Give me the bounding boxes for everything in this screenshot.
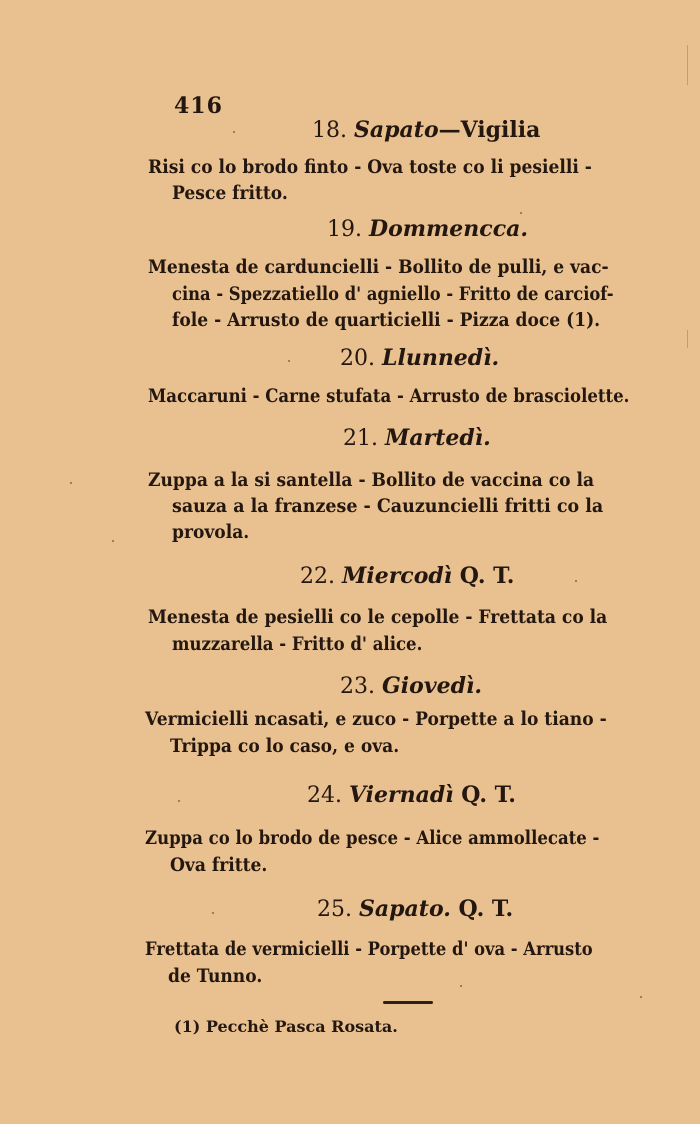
day-name: Martedì. [385, 425, 491, 451]
day-name: Sapato [354, 117, 439, 143]
day-heading-20 [340, 345, 499, 371]
day-number: 22. [300, 564, 335, 589]
scan-speck [288, 360, 290, 362]
day-number: 24. [307, 783, 342, 808]
menu-line: Zuppa co lo brodo de pesce - Alice ammollecate - [145, 827, 600, 849]
scan-speck [640, 996, 642, 998]
menu-line: de Tunno. [168, 965, 263, 987]
day-name: Viernadì [349, 782, 454, 808]
day-name: Giovedì. [382, 673, 482, 699]
menu-line: Ova fritte. [170, 854, 268, 876]
day-number: 21. [343, 426, 378, 451]
page-edge-mark [687, 330, 688, 348]
menu-line: Pesce fritto. [172, 182, 288, 204]
day-name: Sapato. [359, 896, 451, 922]
day-number: 18. [312, 118, 347, 143]
day-number: 25. [317, 897, 352, 922]
scan-speck [212, 912, 214, 914]
day-suffix: Q. T. [450, 896, 514, 922]
menu-line: Menesta de carduncielli - Bollito de pulli, e vac- [148, 256, 609, 278]
scan-speck [178, 800, 180, 802]
day-name: Miercodì [342, 563, 453, 589]
scan-speck [520, 212, 522, 214]
day-suffix: Q. T. [453, 782, 516, 808]
day-number: 23. [340, 674, 375, 699]
scan-speck [70, 482, 72, 484]
menu-line: muzzarella - Fritto d' alice. [172, 633, 423, 655]
menu-line: Frettata de vermicielli - Porpette d' ova - Arrusto [145, 938, 593, 960]
scan-speck [112, 540, 114, 542]
day-suffix: Q. T. [452, 563, 515, 589]
menu-line: Menesta de pesielli co le cepolle - Frettata co la [148, 606, 608, 628]
menu-line: Zuppa a la si santella - Bollito de vaccina co la [148, 469, 595, 491]
menu-line: fole - Arrusto de quarticielli - Pizza doce (1). [172, 309, 601, 331]
day-suffix: —Vigilia [438, 117, 541, 143]
day-name: Llunnedì. [382, 345, 500, 371]
day-heading-21 [343, 425, 491, 451]
scan-speck [233, 131, 235, 133]
menu-line: provola. [172, 521, 250, 543]
scan-speck [460, 985, 462, 987]
day-heading-18 [312, 117, 540, 143]
day-number: 19. [327, 217, 362, 242]
day-name: Dommencca. [369, 216, 529, 242]
day-number: 20. [340, 346, 375, 371]
day-heading-19 [327, 216, 528, 242]
menu-line: Vermicielli ncasati, e zuco - Porpette a lo tiano - [145, 708, 607, 730]
footnote: (1) Pecchè Pasca Rosata. [174, 1017, 398, 1036]
footnote-rule [383, 1001, 433, 1004]
day-heading-25 [317, 896, 513, 922]
menu-line: Maccaruni - Carne stufata - Arrusto de brasciolette. [148, 385, 630, 407]
day-heading-22 [300, 563, 514, 589]
day-heading-23 [340, 673, 482, 699]
menu-line: sauza a la franzese - Cauzuncielli fritti co la [172, 495, 604, 517]
day-heading-24 [307, 782, 516, 808]
menu-line: Risi co lo brodo finto - Ova toste co li pesielli - [148, 156, 592, 178]
page-edge-mark [687, 45, 688, 85]
menu-line: cina - Spezzatiello d' agniello - Fritto de carciof- [172, 283, 614, 305]
menu-line: Trippa co lo caso, e ova. [170, 735, 400, 757]
page-number: 416 [174, 93, 223, 119]
scan-speck [575, 580, 577, 582]
